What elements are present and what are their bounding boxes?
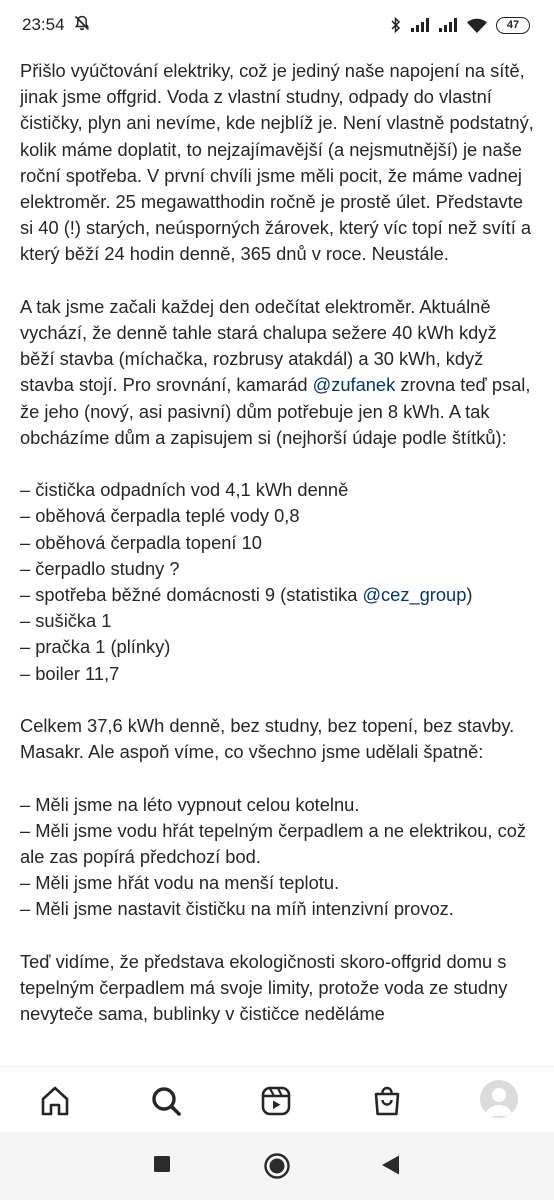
list-item: – čerpadlo studny ? [20,557,180,579]
post-caption [20,58,536,1066]
paragraph-gap [20,268,536,294]
list-item-text-end: ) [466,584,473,606]
signal-icon [438,17,458,33]
mistakes-list [20,792,536,923]
recents-square-icon[interactable] [152,1154,172,1179]
list-item: – oběhová čerpadla topení 10 [20,531,262,553]
list-item: – Měli jsme vodu hřát tepelným čerpadlem a ne elektrikou, což ale zas popírá předchozí bod. [20,819,527,868]
list-item-text: – spotřeba běžné domácnosti 9 (statistika [20,584,363,606]
caption-paragraph-1: Přišlo vyúčtování elektriky, což je jediný naše napojení na sítě, jinak jsme offgrid. Voda z vlastní studny, odpady do vlastní čističky, plyn ani nevíme, kde nejblíž je. Není vlastně podstatný, kolik máme doplatit, to nejzajímavější (a nejsmutnější) je naše roční spotřeba. V první chvíli jsme měli pocit, že máme vadnej elektroměr. 25 megawatthodin ročně je prostě úlet. Představte si 40 (!) starých, neúsporných žárovek, který víc topí než svítí a který běží 24 hodin denně, 365 dnů v roce. Neustále. [20,60,534,265]
consumption-list [20,477,536,687]
home-circle-icon[interactable] [263,1152,291,1185]
paragraph-gap [20,687,536,713]
list-item: – Měli jsme na léto vypnout celou kotelnu. [20,793,360,815]
paragraph-gap [20,451,536,477]
list-item: – čistička odpadních vod 4,1 kWh denně [20,479,349,501]
mute-bell-icon [73,14,91,37]
profile-placeholder-icon [480,1080,518,1118]
system-navigation-bar [0,1132,554,1200]
status-bar [0,0,554,50]
search-icon[interactable] [149,1084,183,1118]
paragraph-gap [20,923,536,949]
signal-icon [410,17,430,33]
back-triangle-icon[interactable] [380,1153,402,1182]
status-right [390,16,530,34]
reels-icon[interactable] [259,1084,293,1118]
list-item: – sušička 1 [20,610,112,632]
bluetooth-icon [390,16,402,34]
list-item: – Měli jsme nastavit čističku na míň intenzivní provoz. [20,898,454,920]
paragraph-2-text-end: zrovna teď psal, že jeho (nový, asi pasivní) dům potřebuje jen 8 kWh. A tak obcházíme dům a zapisujem si (nejhorší údaje podle štítků): [20,374,531,448]
profile-avatar[interactable] [480,1080,518,1118]
bottom-navigation [0,1066,554,1133]
shop-icon[interactable] [370,1084,404,1118]
caption-paragraph-2 [20,294,536,451]
caption-paragraph-4: Teď vidíme, že představa ekologičnosti skoro-offgrid domu s tepelným čerpadlem má svoje limity, protože voda ze studny nevyteče sama, bublinky v čističce neděláme [20,950,508,1025]
paragraph-gap [20,765,536,791]
list-item: – Měli jsme hřát vodu na menší teplotu. [20,872,340,894]
list-item [20,582,536,608]
caption-paragraph-3: Celkem 37,6 kWh denně, bez studny, bez topení, bez stavby. Masakr. Ale aspoň víme, co všechno jsme udělali špatně: [20,715,515,763]
list-item: – pračka 1 (plínky) [20,636,171,658]
wifi-icon [466,17,488,34]
battery-indicator: 47 [496,17,530,34]
list-item: – boiler 11,7 [20,662,120,684]
home-icon[interactable] [38,1084,72,1118]
mention-link-zufanek[interactable]: @zufanek [312,374,396,396]
paragraph-2-text-start: A tak jsme začali každej den odečítat elektroměr. Aktuálně vychází, že denně tahle stará chalupa sežere 40 kWh když běží stavba (míchačka, rozbrusy atakdál) a 30 kWh, když stavba stojí. Pro srovnání, kamarád [20,295,497,396]
list-item: – oběhová čerpadla teplé vody 0,8 [20,505,300,527]
status-left [22,14,91,37]
mention-link-cez-group[interactable]: @cez_group [362,584,467,606]
clock: 23:54 [22,15,65,34]
